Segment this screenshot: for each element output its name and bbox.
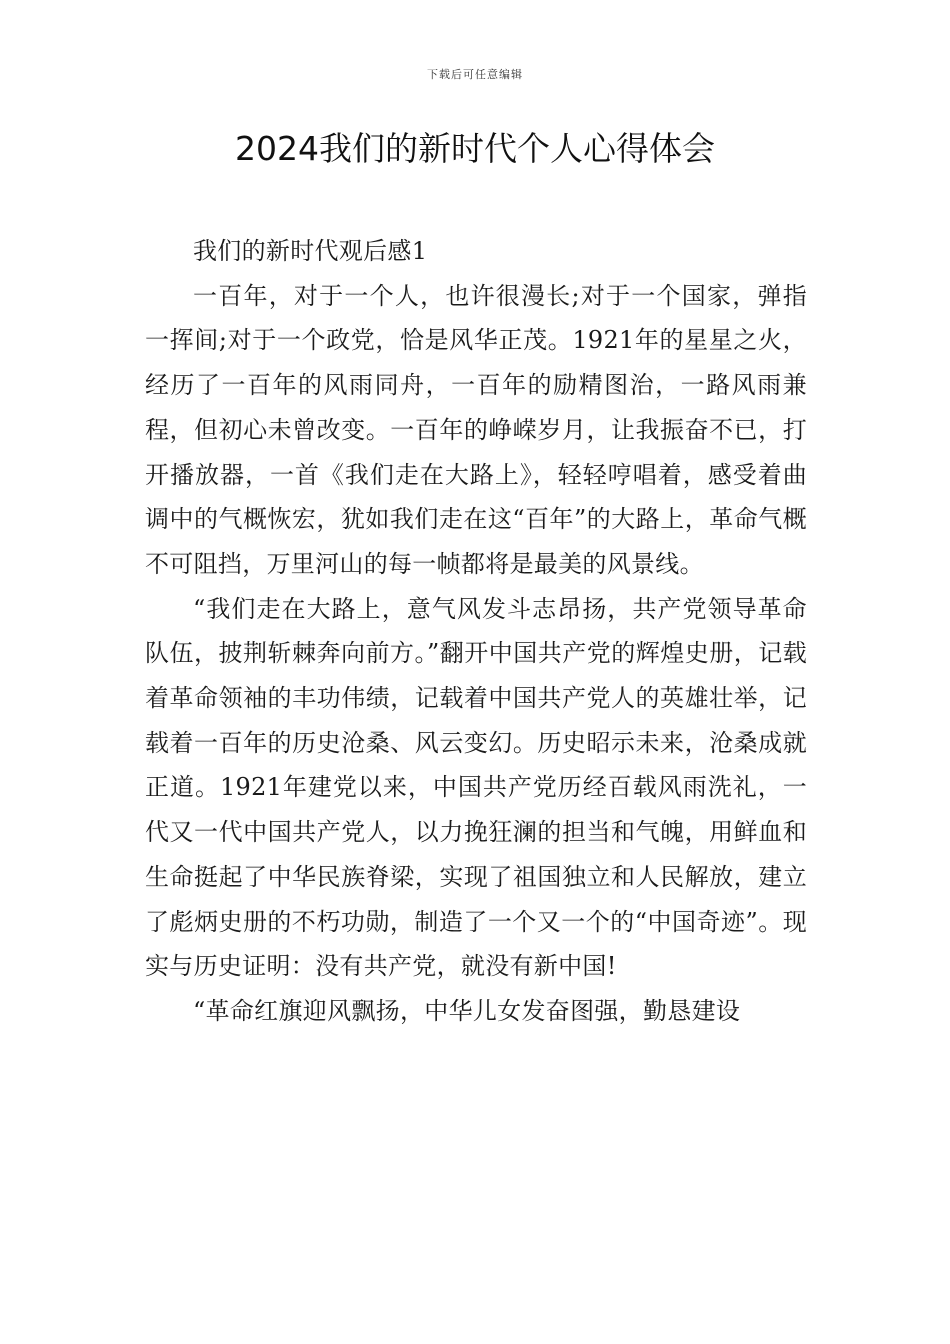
paragraph-3: “革命红旗迎风飘扬，中华儿女发奋图强，勤恳建设 xyxy=(193,996,741,1025)
document-title: 2024我们的新时代个人心得体会 xyxy=(235,129,715,168)
header-note: 下载后可任意编辑 xyxy=(427,68,523,81)
paragraph-2: “我们走在大路上，意气风发斗志昂扬，共产党领导革命队伍，披荆斩棘奔向前方。”翻开中国共产党的辉煌史册，记载着革命领袖的丰功伟绩，记载着中国共产党人的英雄壮举，记载着一百年的历史沧桑、风云变幻。历史昭示未来，沧桑成就正道。1921年建党以来，中国共产党历经百载风雨洗礼，一代又一代中国共产党人，以力挽狂澜的担当和气魄，用鲜血和生命挺起了中华民族脊梁，实现了祖国独立和人民解放，建立了彪炳史册的不朽功勋，制造了一个又一个的“中国奇迹”。现实与历史证明：没有共产党，就没有新中国! xyxy=(145,594,807,981)
section-subtitle: 我们的新时代观后感1 xyxy=(193,237,428,265)
document-body xyxy=(145,229,807,1034)
paragraph-1: 一百年，对于一个人，也许很漫长;对于一个国家，弹指一挥间;对于一个政党，恰是风华正茂。1921年的星星之火，经历了一百年的风雨同舟，一百年的励精图治，一路风雨兼程，但初心未曾改变。一百年的峥嵘岁月，让我振奋不已，打开播放器，一首《我们走在大路上》，轻轻哼唱着，感受着曲调中的气概恢宏，犹如我们走在这“百年”的大路上，革命气概不可阻挡，万里河山的每一帧都将是最美的风景线。 xyxy=(145,281,807,578)
